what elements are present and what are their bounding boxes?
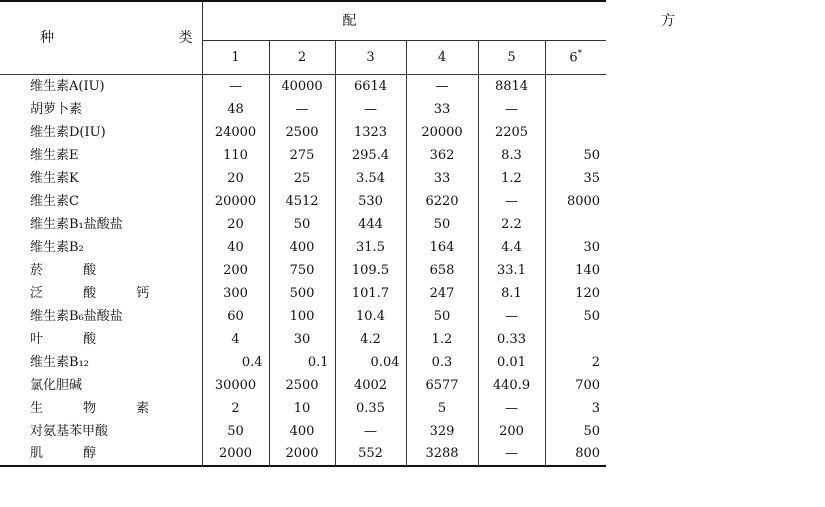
row-label: 维生素K — [30, 170, 79, 186]
table-row — [0, 259, 606, 282]
header-row-formula — [0, 1, 606, 40]
cell-formula-5: 0.01 — [478, 351, 545, 374]
cell-formula-3: 6614 — [335, 74, 406, 98]
cell-formula-6: 700 — [545, 374, 606, 397]
cell-formula-2: 40000 — [269, 74, 335, 98]
cell-formula-2: 2500 — [269, 374, 335, 397]
cell-formula-1: — — [202, 74, 269, 98]
cell-formula-6 — [545, 74, 606, 98]
table-row — [0, 443, 606, 466]
cell-formula-1: 20000 — [202, 190, 269, 213]
table-row — [0, 98, 606, 121]
cell-formula-6: 120 — [545, 282, 606, 305]
column-header-6-number: 6 — [569, 50, 578, 66]
table-row — [0, 351, 606, 374]
cell-formula-1: 24000 — [202, 121, 269, 144]
table-row — [0, 213, 606, 236]
cell-formula-3: 31.5 — [335, 236, 406, 259]
cell-formula-3: 0.04 — [335, 351, 406, 374]
cell-formula-2: 0.1 — [269, 351, 335, 374]
cell-formula-1: 2 — [202, 397, 269, 420]
cell-formula-6: 140 — [545, 259, 606, 282]
cell-formula-5: — — [478, 98, 545, 121]
cell-formula-2: 10 — [269, 397, 335, 420]
table-row — [0, 167, 606, 190]
cell-formula-5: 440.9 — [478, 374, 545, 397]
table-row — [0, 282, 606, 305]
cell-formula-5: 2.2 — [478, 213, 545, 236]
row-label: 维生素A(IU) — [30, 78, 105, 94]
cell-formula-4: 1.2 — [406, 328, 478, 351]
cell-formula-2: 275 — [269, 144, 335, 167]
cell-formula-6: 3 — [545, 397, 606, 420]
cell-formula-4: 5 — [406, 397, 478, 420]
cell-formula-5: 2205 — [478, 121, 545, 144]
cell-formula-3: 1323 — [335, 121, 406, 144]
cell-formula-1: 110 — [202, 144, 269, 167]
column-header-1: 1 — [202, 40, 269, 74]
column-header-6-mark: * — [577, 48, 583, 59]
cell-formula-2: 2000 — [269, 443, 335, 466]
cell-formula-3: — — [335, 98, 406, 121]
row-label: 泛 酸 钙 — [30, 285, 168, 301]
row-label: 生 物 素 — [30, 400, 168, 416]
cell-formula-2: 2500 — [269, 121, 335, 144]
cell-formula-4: 0.3 — [406, 351, 478, 374]
row-label: 维生素B₁盐酸盐 — [30, 216, 123, 232]
cell-formula-2: 100 — [269, 305, 335, 328]
cell-formula-4: 164 — [406, 236, 478, 259]
row-label: 维生素B₆盐酸盐 — [30, 308, 123, 324]
cell-formula-5: 8814 — [478, 74, 545, 98]
table-body — [0, 74, 606, 466]
cell-formula-4: 50 — [406, 305, 478, 328]
cell-formula-6 — [545, 98, 606, 121]
cell-formula-2: 500 — [269, 282, 335, 305]
row-label: 维生素E — [30, 147, 79, 163]
table-row — [0, 190, 606, 213]
cell-formula-4: 362 — [406, 144, 478, 167]
row-label: 菸 酸 — [30, 262, 115, 278]
cell-formula-4: 3288 — [406, 443, 478, 466]
cell-formula-3: 4.2 — [335, 328, 406, 351]
cell-formula-3: 3.54 — [335, 167, 406, 190]
cell-formula-1: 60 — [202, 305, 269, 328]
row-label: 氯化胆碱 — [30, 377, 83, 393]
cell-formula-4: 658 — [406, 259, 478, 282]
table-row — [0, 397, 606, 420]
cell-formula-1: 0.4 — [202, 351, 269, 374]
cell-formula-1: 200 — [202, 259, 269, 282]
cell-formula-2: 4512 — [269, 190, 335, 213]
cell-formula-6: 35 — [545, 167, 606, 190]
cell-formula-5: — — [478, 305, 545, 328]
row-label: 对氨基苯甲酸 — [30, 423, 109, 439]
cell-formula-3: 552 — [335, 443, 406, 466]
cell-formula-6: 800 — [545, 443, 606, 466]
cell-formula-6 — [545, 121, 606, 144]
cell-formula-6 — [545, 213, 606, 236]
table-row — [0, 305, 606, 328]
cell-formula-4: 33 — [406, 167, 478, 190]
cell-formula-2: — — [269, 98, 335, 121]
cell-formula-4: 20000 — [406, 121, 478, 144]
cell-formula-2: 750 — [269, 259, 335, 282]
cell-formula-4: 6220 — [406, 190, 478, 213]
cell-formula-3: — — [335, 420, 406, 443]
cell-formula-5: 0.33 — [478, 328, 545, 351]
column-header-6 — [545, 40, 606, 74]
column-header-3: 3 — [335, 40, 406, 74]
cell-formula-2: 400 — [269, 236, 335, 259]
cell-formula-2: 30 — [269, 328, 335, 351]
column-header-5: 5 — [478, 40, 545, 74]
row-label: 叶 酸 — [30, 331, 115, 347]
cell-formula-6: 2 — [545, 351, 606, 374]
cell-formula-3: 530 — [335, 190, 406, 213]
cell-formula-5: 4.4 — [478, 236, 545, 259]
cell-formula-1: 300 — [202, 282, 269, 305]
cell-formula-4: 50 — [406, 213, 478, 236]
row-label: 胡萝卜素 — [30, 101, 83, 117]
cell-formula-5: — — [478, 443, 545, 466]
table-row — [0, 328, 606, 351]
table-row — [0, 374, 606, 397]
cell-formula-4: 247 — [406, 282, 478, 305]
cell-formula-4: 33 — [406, 98, 478, 121]
cell-formula-6: 50 — [545, 305, 606, 328]
cell-formula-6 — [545, 328, 606, 351]
cell-formula-1: 4 — [202, 328, 269, 351]
table-row — [0, 420, 606, 443]
cell-formula-1: 20 — [202, 213, 269, 236]
cell-formula-3: 444 — [335, 213, 406, 236]
row-label: 维生素D(IU) — [30, 124, 106, 140]
column-header-4: 4 — [406, 40, 478, 74]
cell-formula-6: 30 — [545, 236, 606, 259]
cell-formula-5: 33.1 — [478, 259, 545, 282]
row-label: 维生素B₁₂ — [30, 354, 89, 370]
table-row — [0, 74, 606, 98]
column-header-2: 2 — [269, 40, 335, 74]
cell-formula-3: 101.7 — [335, 282, 406, 305]
cell-formula-4: 329 — [406, 420, 478, 443]
cell-formula-3: 0.35 — [335, 397, 406, 420]
cell-formula-5: — — [478, 190, 545, 213]
cell-formula-3: 109.5 — [335, 259, 406, 282]
cell-formula-1: 40 — [202, 236, 269, 259]
table-row — [0, 144, 606, 167]
cell-formula-5: 8.3 — [478, 144, 545, 167]
cell-formula-6: 8000 — [545, 190, 606, 213]
kind-header: 种 类 — [0, 1, 202, 74]
cell-formula-2: 50 — [269, 213, 335, 236]
cell-formula-6: 50 — [545, 420, 606, 443]
cell-formula-3: 4002 — [335, 374, 406, 397]
row-label: 维生素C — [30, 193, 79, 209]
cell-formula-5: 8.1 — [478, 282, 545, 305]
cell-formula-6: 50 — [545, 144, 606, 167]
table-row — [0, 121, 606, 144]
row-label: 肌 醇 — [0, 443, 202, 466]
table-row — [0, 236, 606, 259]
cell-formula-5: 200 — [478, 420, 545, 443]
cell-formula-4: 6577 — [406, 374, 478, 397]
cell-formula-4: — — [406, 74, 478, 98]
formula-header: 配 方 — [202, 1, 606, 40]
cell-formula-1: 2000 — [202, 443, 269, 466]
cell-formula-2: 400 — [269, 420, 335, 443]
cell-formula-5: — — [478, 397, 545, 420]
cell-formula-3: 295.4 — [335, 144, 406, 167]
cell-formula-1: 30000 — [202, 374, 269, 397]
cell-formula-2: 25 — [269, 167, 335, 190]
cell-formula-1: 48 — [202, 98, 269, 121]
cell-formula-5: 1.2 — [478, 167, 545, 190]
cell-formula-3: 10.4 — [335, 305, 406, 328]
cell-formula-1: 20 — [202, 167, 269, 190]
cell-formula-1: 50 — [202, 420, 269, 443]
row-label: 维生素B₂ — [30, 239, 84, 255]
